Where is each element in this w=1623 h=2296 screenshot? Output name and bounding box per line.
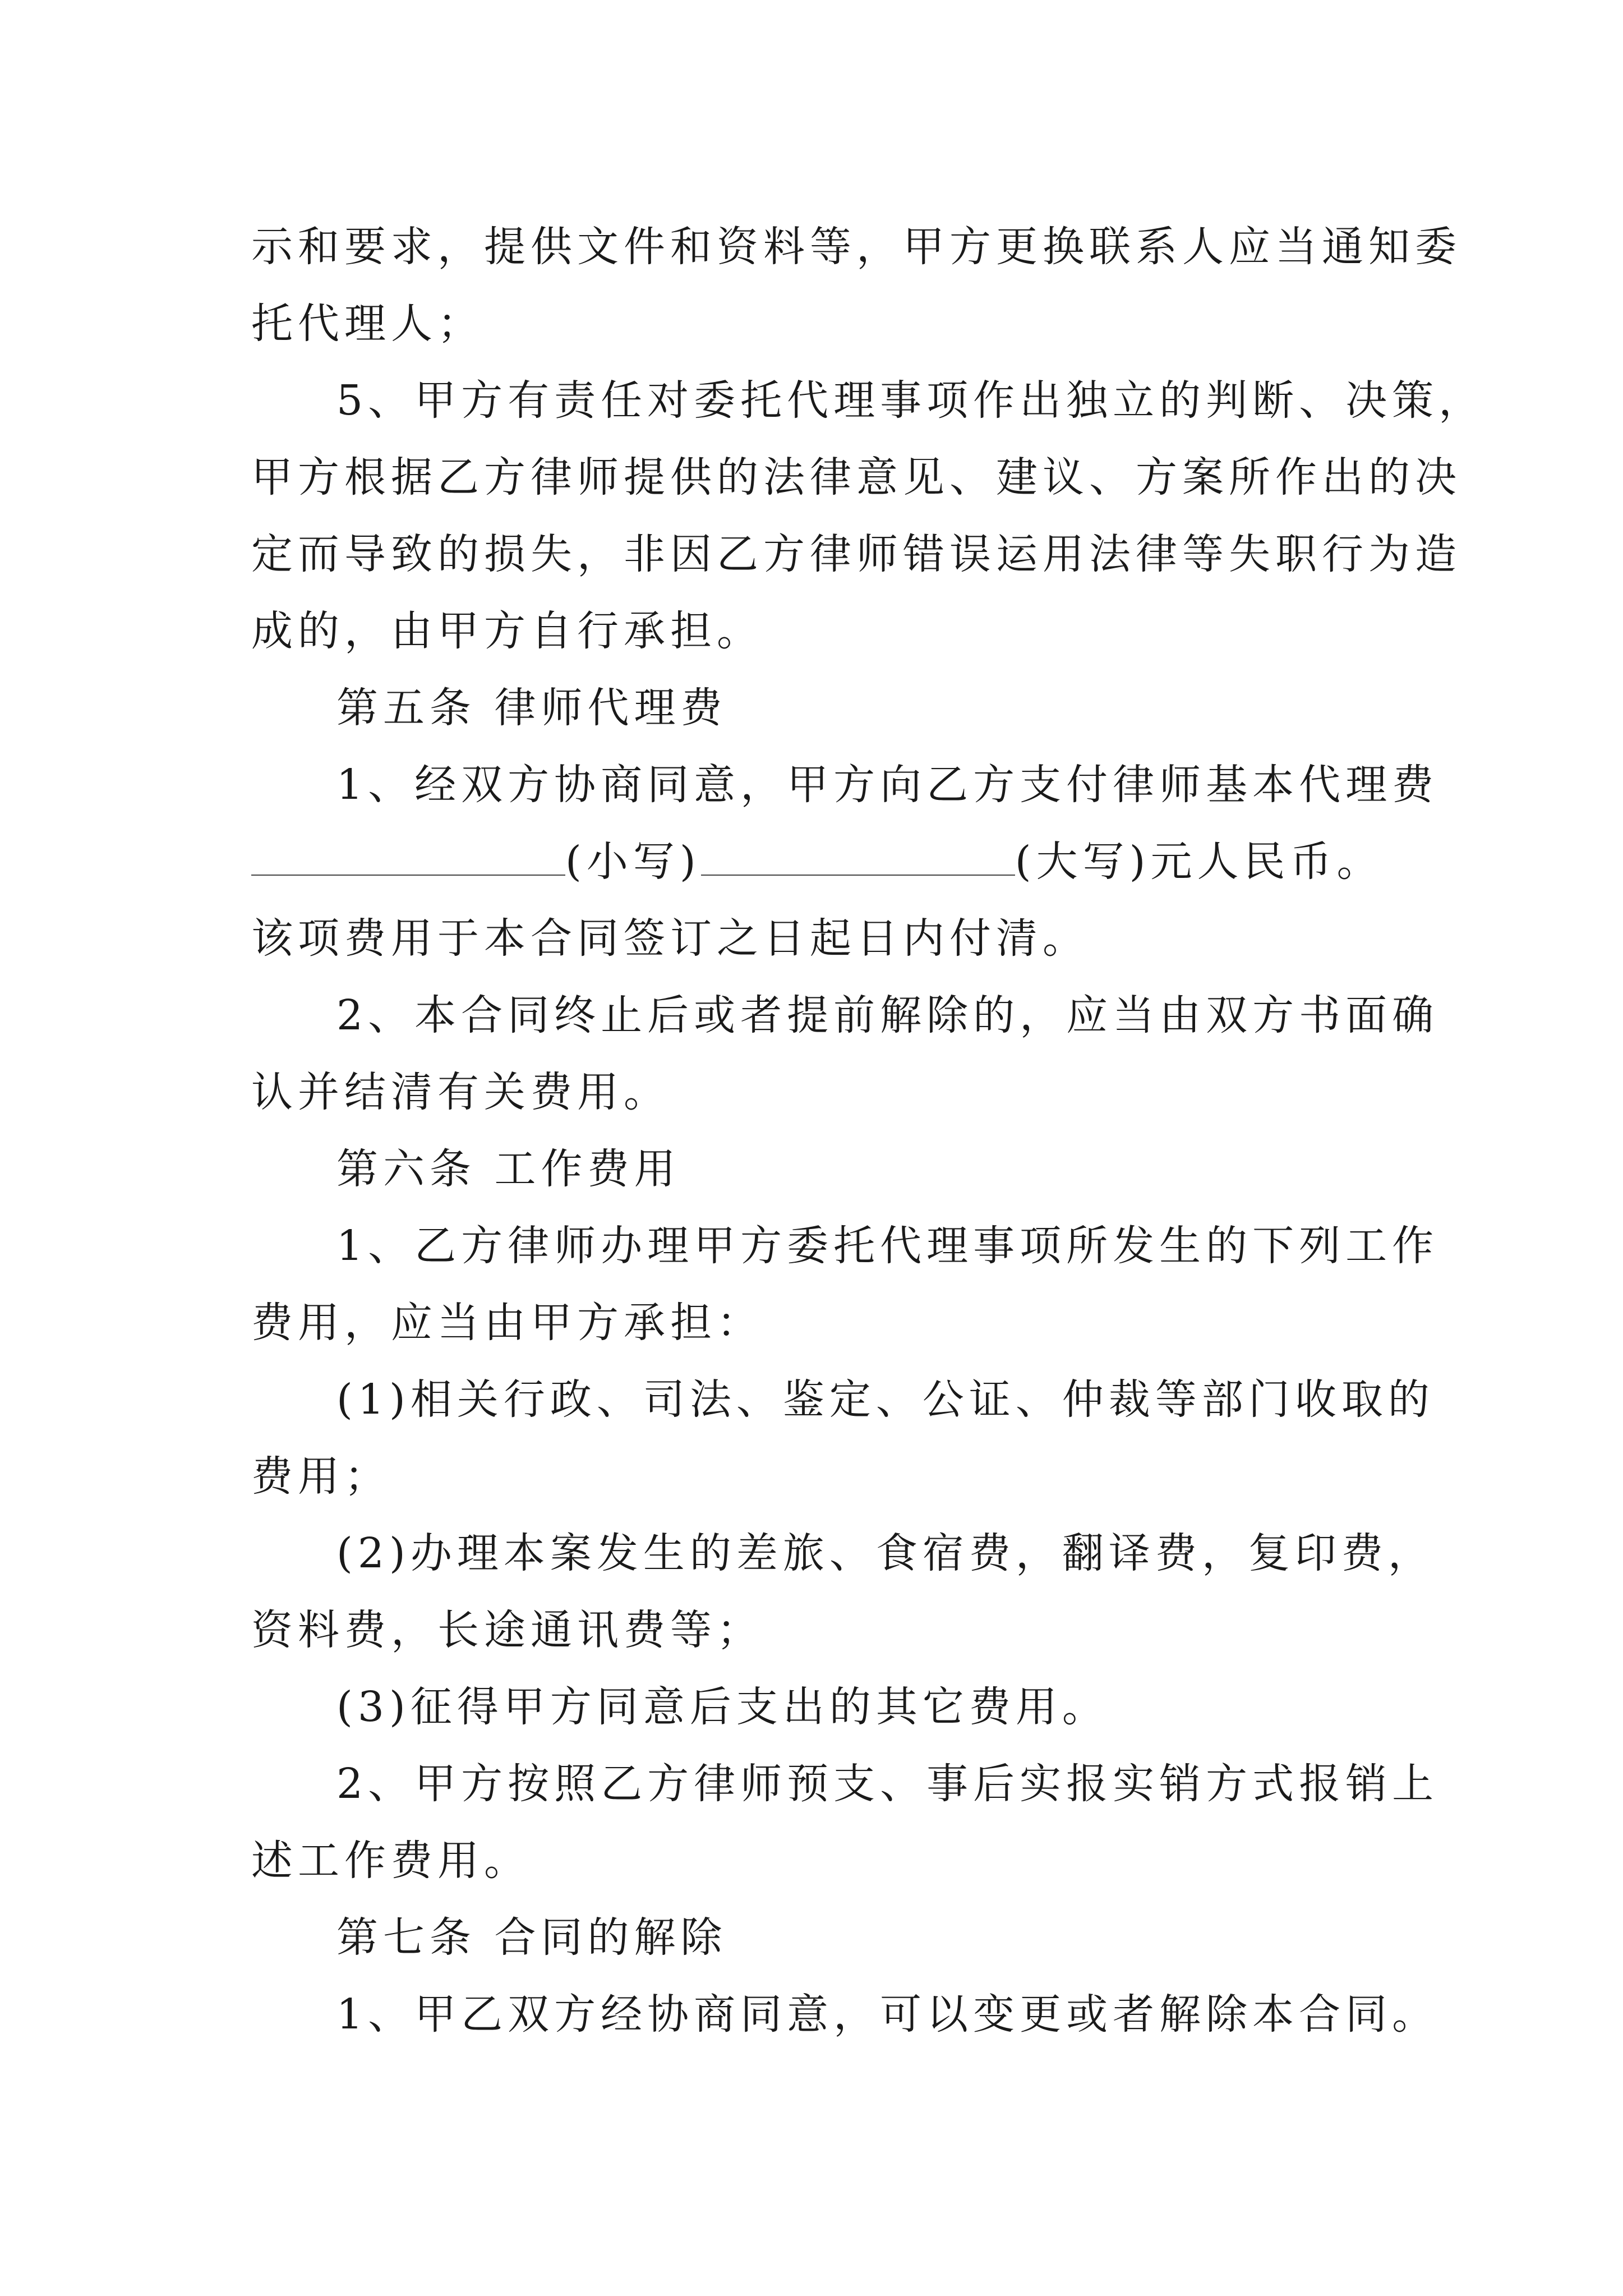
paragraph-line: 定而导致的损失，非因乙方律师错误运用法律等失职行为造	[251, 530, 1461, 578]
fee-small-blank	[251, 835, 565, 876]
paragraph-line: 1、乙方律师办理甲方委托代理事项所发生的下列工作	[336, 1222, 1439, 1270]
document-page	[251, 209, 1486, 2053]
list-item: (1)相关行政、司法、鉴定、公证、仲裁等部门收取的	[336, 1375, 1435, 1424]
paragraph-line: 1、甲乙双方经协商同意，可以变更或者解除本合同。	[336, 1990, 1439, 2039]
list-item: (2)办理本案发生的差旅、食宿费，翻译费，复印费，	[336, 1529, 1435, 1577]
section-heading: 第五条 律师代理费	[336, 684, 727, 732]
section-heading: 第六条 工作费用	[336, 1145, 681, 1193]
paragraph-line: 2、本合同终止后或者提前解除的，应当由双方书面确	[336, 991, 1439, 1039]
fee-small-label: (小写)	[565, 838, 701, 886]
paragraph-line: 5、甲方有责任对委托代理事项作出独立的判断、决策，	[336, 376, 1486, 425]
section-heading: 第七条 合同的解除	[336, 1913, 727, 1962]
paragraph-line: 费用；	[251, 1452, 391, 1501]
paragraph-line: 甲方根据乙方律师提供的法律意见、建议、方案所作出的决	[251, 453, 1461, 501]
fee-big-blank	[701, 835, 1015, 876]
paragraph-line: 1、经双方协商同意，甲方向乙方支付律师基本代理费	[336, 761, 1439, 809]
fee-amount-line	[251, 823, 1395, 900]
paragraph-line: 认并结清有关费用。	[251, 1068, 670, 1116]
paragraph-line: 费用，应当由甲方承担：	[251, 1299, 763, 1347]
paragraph-line: 托代理人；	[251, 300, 484, 348]
paragraph-line: 2、甲方按照乙方律师预支、事后实报实销方式报销上	[336, 1760, 1439, 1808]
paragraph-line: 资料费，长途通讯费等；	[251, 1606, 763, 1654]
paragraph-line: 成的，由甲方自行承担。	[251, 607, 763, 655]
list-item: (3)征得甲方同意后支出的其它费用。	[336, 1683, 1109, 1731]
fee-big-label: (大写)元人民币。	[1015, 838, 1384, 886]
paragraph-line: 述工作费用。	[251, 1837, 531, 1885]
paragraph-line: 示和要求，提供文件和资料等，甲方更换联系人应当通知委	[251, 223, 1461, 271]
paragraph-line: 该项费用于本合同签订之日起日内付清。	[251, 914, 1089, 963]
